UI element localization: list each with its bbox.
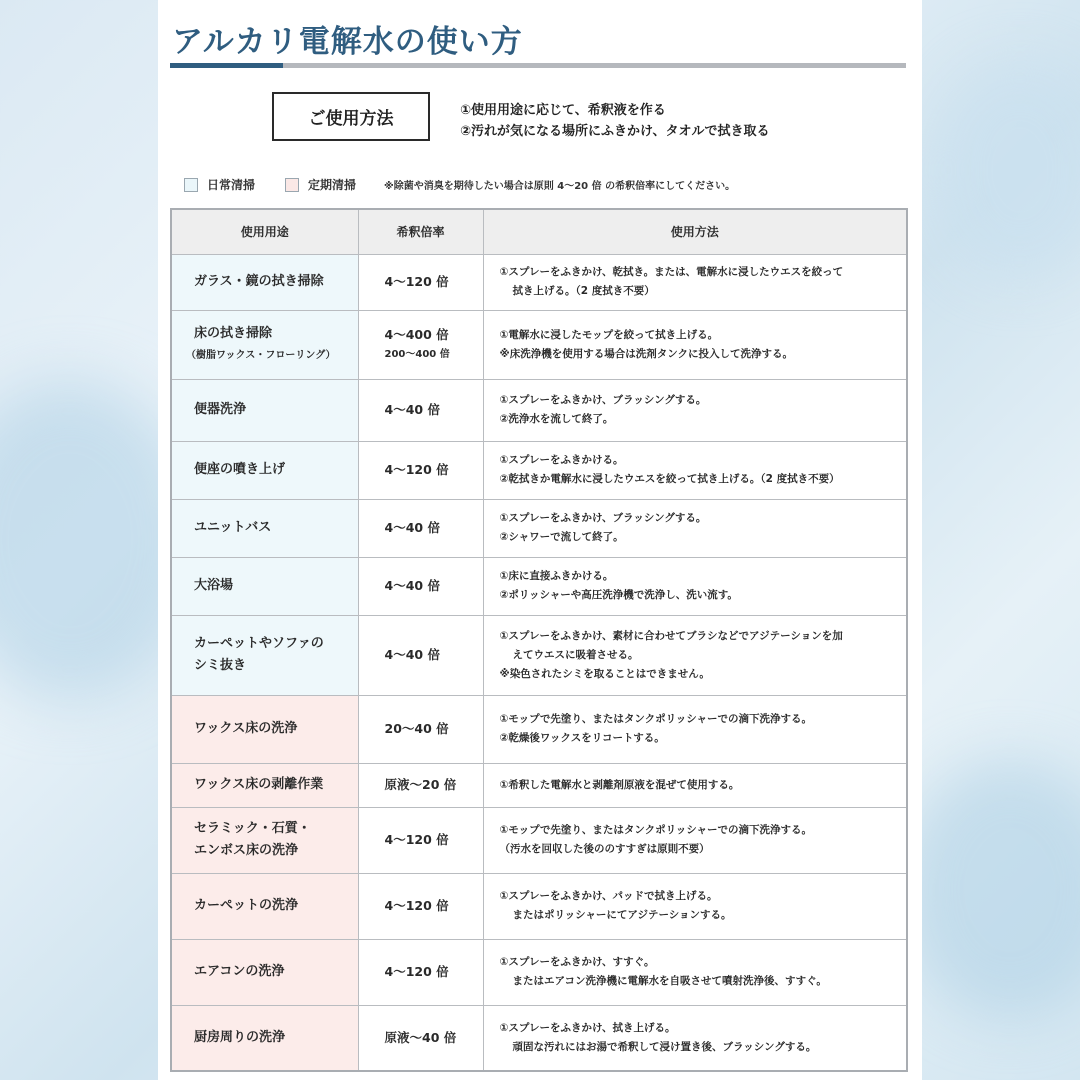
document-sheet bbox=[158, 0, 922, 1080]
cell-method bbox=[483, 695, 907, 763]
table-row bbox=[171, 939, 907, 1005]
cell-ratio bbox=[358, 695, 483, 763]
ratio-text: 4〜120 倍 bbox=[384, 832, 449, 847]
purpose-text: 厨房周りの洗浄 bbox=[194, 1029, 286, 1045]
cell-purpose bbox=[171, 939, 358, 1005]
cell-ratio bbox=[358, 379, 483, 441]
usage-heading-box: ご使用方法 bbox=[272, 92, 430, 141]
cell-ratio bbox=[358, 310, 483, 379]
method-line: ①スプレーをふきかけ、ブラッシングする。 bbox=[499, 394, 707, 406]
page-title: アルカリ電解水の使い方 bbox=[172, 24, 523, 60]
method-line: またはエアコン洗浄機に電解水を自吸させて噴射洗浄後、すすぐ。 bbox=[512, 975, 827, 987]
ratio-text: 200〜400 倍 bbox=[384, 348, 450, 360]
ratio-text: 原液〜20 倍 bbox=[384, 777, 457, 792]
method-line: ①スプレーをふきかけ、乾拭き。または、電解水に浸したウエスを絞って bbox=[499, 266, 844, 278]
table-row bbox=[171, 873, 907, 939]
table-row bbox=[171, 499, 907, 557]
method-line: ②乾拭きか電解水に浸したウエスを絞って拭き上げる。（2 度拭き不要） bbox=[499, 473, 840, 485]
method-line: またはポリッシャーにてアジテーションする。 bbox=[512, 909, 732, 921]
cell-purpose bbox=[171, 557, 358, 615]
method-line: ①スプレーをふきかけ、ブラッシングする。 bbox=[499, 512, 707, 524]
cell-purpose bbox=[171, 379, 358, 441]
ratio-text: 4〜400 倍 bbox=[384, 326, 449, 342]
ratio-text: 4〜120 倍 bbox=[384, 898, 449, 913]
cell-method bbox=[483, 441, 907, 499]
cell-ratio bbox=[358, 873, 483, 939]
cell-method bbox=[483, 763, 907, 807]
method-line: ①スプレーをふきかけ、素材に合わせてブラシなどでアジテーションを加 bbox=[499, 629, 843, 642]
cell-method bbox=[483, 807, 907, 873]
purpose-text: ワックス床の洗浄 bbox=[194, 721, 298, 736]
table-row bbox=[171, 763, 907, 807]
method-line: 頑固な汚れにはお湯で希釈して浸け置き後、ブラッシングする。 bbox=[512, 1040, 817, 1053]
purpose-text: カーペットやソファの bbox=[194, 636, 324, 651]
method-line: ②ポリッシャーや高圧洗浄機で洗浄し、洗い流す。 bbox=[499, 589, 738, 601]
ratio-text: 4〜120 倍 bbox=[384, 964, 449, 979]
purpose-text: ワックス床の剥離作業 bbox=[194, 777, 324, 792]
table-row bbox=[171, 807, 907, 873]
cell-method bbox=[483, 615, 907, 695]
purpose-text: 床の拭き掃除 bbox=[194, 325, 273, 341]
legend-swatch-daily bbox=[184, 178, 198, 192]
usage-step: ②汚れが気になる場所にふきかけ、タオルで拭き取る bbox=[460, 124, 770, 139]
cell-purpose bbox=[171, 441, 358, 499]
purpose-text: セラミック・石質・ bbox=[194, 821, 311, 836]
background-watercolor bbox=[900, 760, 1080, 1020]
cell-method bbox=[483, 499, 907, 557]
legend-label-daily: 日常清掃 bbox=[207, 178, 256, 192]
table-row bbox=[171, 1005, 907, 1071]
table-row bbox=[171, 615, 907, 695]
method-line: ①スプレーをふきかけ、すすぐ。 bbox=[499, 956, 655, 968]
legend-swatch-periodic bbox=[285, 178, 299, 192]
method-line: ①床に直接ふきかける。 bbox=[499, 570, 614, 582]
ratio-text: 4〜40 倍 bbox=[384, 520, 440, 535]
purpose-text: ユニットバス bbox=[194, 520, 272, 535]
purpose-text: 大浴場 bbox=[194, 578, 234, 593]
ratio-text: 20〜40 倍 bbox=[384, 721, 449, 736]
ratio-text: 4〜40 倍 bbox=[384, 402, 440, 417]
method-line: 拭き上げる。（2 度拭き不要） bbox=[512, 285, 655, 297]
ratio-text: 4〜40 倍 bbox=[384, 578, 440, 593]
cell-ratio bbox=[358, 254, 483, 310]
ratio-text: 4〜120 倍 bbox=[384, 462, 449, 477]
purpose-text: （樹脂ワックス・フローリング） bbox=[186, 349, 336, 361]
method-line: ①スプレーをふきかけ、拭き上げる。 bbox=[499, 1021, 676, 1034]
cell-purpose bbox=[171, 695, 358, 763]
cell-purpose bbox=[171, 254, 358, 310]
ratio-text: 4〜120 倍 bbox=[384, 274, 449, 289]
cell-method bbox=[483, 939, 907, 1005]
legend-label-periodic: 定期清掃 bbox=[308, 178, 357, 192]
method-line: ①希釈した電解水と剥離剤原液を混ぜて使用する。 bbox=[499, 778, 740, 791]
legend bbox=[184, 176, 735, 193]
ratio-text: 原液〜40 倍 bbox=[384, 1029, 457, 1045]
cell-method bbox=[483, 310, 907, 379]
cell-method bbox=[483, 379, 907, 441]
cell-ratio bbox=[358, 763, 483, 807]
method-line: ①スプレーをふきかけ、パッドで拭き上げる。 bbox=[499, 890, 718, 902]
method-line: ①スプレーをふきかける。 bbox=[499, 454, 624, 466]
cell-method bbox=[483, 873, 907, 939]
column-header-purpose: 使用用途 bbox=[171, 209, 358, 254]
cell-ratio bbox=[358, 499, 483, 557]
purpose-text: 便座の噴き上げ bbox=[194, 462, 286, 477]
cell-method bbox=[483, 254, 907, 310]
table-row bbox=[171, 557, 907, 615]
method-line: （汚水を回収した後ののすすぎは原則不要） bbox=[499, 843, 710, 855]
purpose-text: エアコンの洗浄 bbox=[194, 964, 285, 979]
method-line: ※染色されたシミを取ることはできません。 bbox=[499, 667, 710, 680]
method-line: ②洗浄水を流して終了。 bbox=[499, 413, 614, 425]
method-line: ※床洗浄機を使用する場合は洗剤タンクに投入して洗浄する。 bbox=[499, 347, 793, 360]
purpose-text: ガラス・鏡の拭き掃除 bbox=[194, 274, 324, 289]
background-watercolor bbox=[930, 60, 1080, 280]
purpose-text: カーペットの洗浄 bbox=[194, 898, 299, 913]
method-line: ②シャワーで流して終了。 bbox=[499, 531, 624, 543]
usage-steps bbox=[460, 100, 770, 142]
method-line: えてウエスに吸着させる。 bbox=[512, 648, 639, 661]
ratio-text: 4〜40 倍 bbox=[384, 647, 440, 662]
purpose-text: エンボス床の洗浄 bbox=[194, 843, 299, 858]
cell-purpose bbox=[171, 499, 358, 557]
cell-ratio bbox=[358, 615, 483, 695]
table-row bbox=[171, 379, 907, 441]
cell-purpose bbox=[171, 1005, 358, 1071]
table-header-row bbox=[171, 209, 907, 254]
purpose-text: シミ抜き bbox=[194, 658, 247, 673]
cell-method bbox=[483, 1005, 907, 1071]
cell-ratio bbox=[358, 807, 483, 873]
column-header-ratio: 希釈倍率 bbox=[358, 209, 483, 254]
table-row bbox=[171, 695, 907, 763]
cell-method bbox=[483, 557, 907, 615]
method-line: ①モップで先塗り、またはタンクポリッシャーでの滴下洗浄する。 bbox=[499, 824, 813, 836]
table-row bbox=[171, 310, 907, 379]
cell-purpose bbox=[171, 615, 358, 695]
method-line: ①電解水に浸したモップを絞って拭き上げる。 bbox=[499, 328, 719, 341]
purpose-text: 便器洗浄 bbox=[194, 402, 247, 417]
cell-purpose bbox=[171, 807, 358, 873]
table-row bbox=[171, 441, 907, 499]
legend-note: ※除菌や消臭を期待したい場合は原則 4〜20 倍 の希釈倍率にしてください。 bbox=[384, 181, 736, 192]
method-line: ②乾燥後ワックスをリコートする。 bbox=[499, 732, 665, 744]
title-underline-accent bbox=[170, 63, 283, 68]
cell-ratio bbox=[358, 1005, 483, 1071]
cell-ratio bbox=[358, 557, 483, 615]
cell-purpose bbox=[171, 763, 358, 807]
cell-purpose bbox=[171, 310, 358, 379]
table-row bbox=[171, 254, 907, 310]
usage-table bbox=[170, 208, 908, 1072]
method-line: ①モップで先塗り、またはタンクポリッシャーでの滴下洗浄する。 bbox=[499, 713, 813, 725]
cell-ratio bbox=[358, 441, 483, 499]
cell-ratio bbox=[358, 939, 483, 1005]
cell-purpose bbox=[171, 873, 358, 939]
usage-step: ①使用用途に応じて、希釈液を作る bbox=[460, 103, 666, 118]
column-header-method: 使用方法 bbox=[483, 209, 907, 254]
